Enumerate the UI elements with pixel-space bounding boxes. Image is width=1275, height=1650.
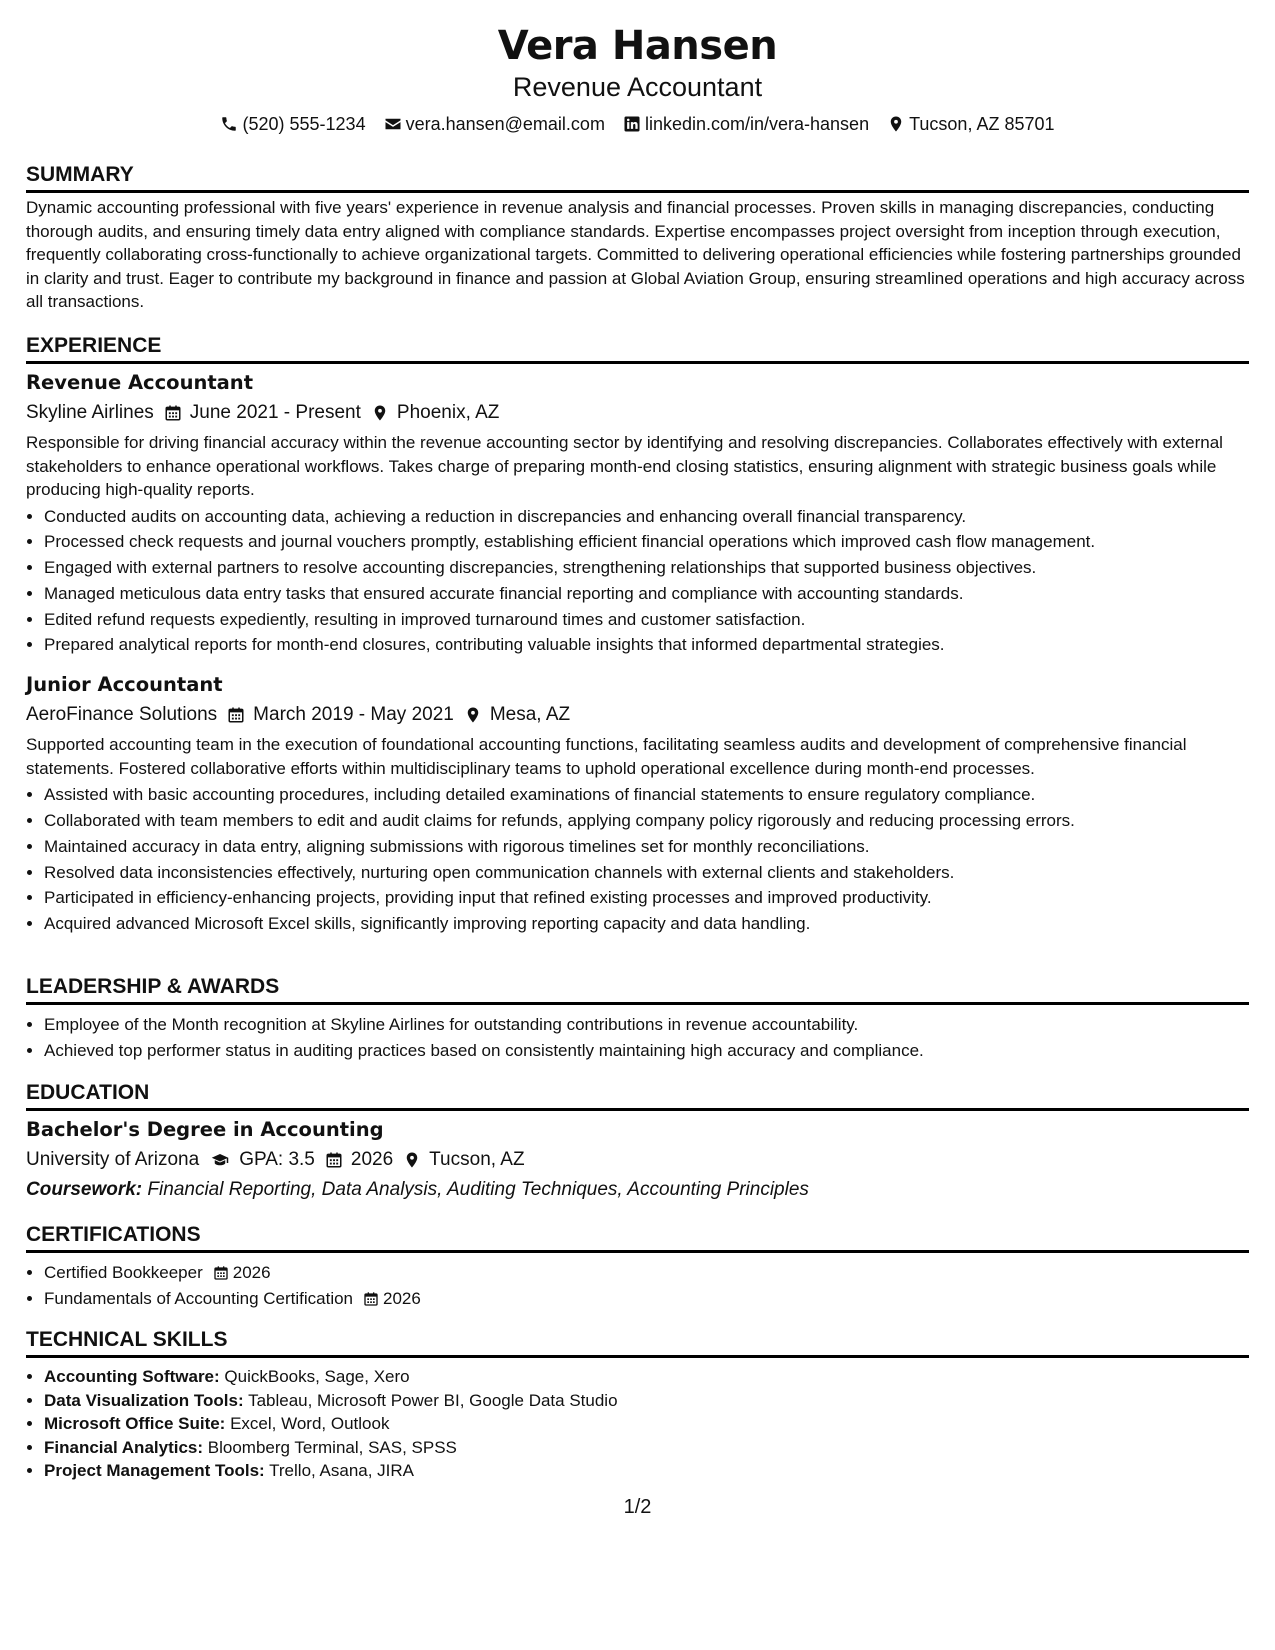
skill-values: Bloomberg Terminal, SAS, SPSS bbox=[207, 1437, 457, 1457]
graduation-cap-icon bbox=[209, 1151, 231, 1169]
skill-values: Tableau, Microsoft Power BI, Google Data Studio bbox=[248, 1390, 618, 1410]
map-pin-icon bbox=[371, 404, 389, 422]
skills-list bbox=[26, 1365, 1249, 1483]
calendar-icon bbox=[325, 1151, 343, 1169]
job-bullets bbox=[26, 504, 1249, 659]
cert-name: • Certified Bookkeeper bbox=[44, 1263, 203, 1282]
skill-category: Data Visualization Tools: bbox=[44, 1390, 244, 1410]
list-item: • Managed meticulous data entry tasks that ensured accurate financial reporting and compliance with accounting standards. bbox=[44, 581, 1249, 607]
skill-values: Trello, Asana, JIRA bbox=[269, 1461, 415, 1480]
skills-heading: TECHNICAL SKILLS bbox=[26, 1326, 1249, 1358]
list-item: • Prepared analytical reports for month-end closures, contributing valuable insights that informed departmental strategies. bbox=[44, 632, 1249, 658]
job-title: Revenue Accountant bbox=[26, 371, 254, 394]
cert-year: 2026 bbox=[383, 1288, 421, 1308]
job-description: Responsible for driving financial accuracy within the revenue accounting sector by identifying and resolving discrepancies. Collaborates effectively with external stakeholders to enhance operational workflows. Takes charge of preparing month-end closing statistics, ensuring alignment with strategic business goals while producing high-quality reports. bbox=[26, 433, 1223, 499]
job-location-text: Mesa, AZ bbox=[489, 704, 571, 726]
skills-section bbox=[26, 1326, 1249, 1483]
job-location bbox=[464, 700, 570, 730]
job-dates-text: March 2019 - May 2021 bbox=[253, 704, 454, 726]
contact-location bbox=[887, 114, 1054, 135]
list-item bbox=[44, 1389, 1249, 1413]
contact-bar bbox=[26, 110, 1249, 138]
job-company: Skyline Airlines bbox=[26, 402, 154, 423]
experience-heading: EXPERIENCE bbox=[26, 332, 1249, 364]
list-item: • Conducted audits on accounting data, achieving a reduction in discrepancies and enhancing overall financial transparency. bbox=[44, 504, 1249, 530]
cert-name: • Fundamentals of Accounting Certification bbox=[44, 1288, 354, 1308]
school-name: University of Arizona bbox=[26, 1149, 200, 1170]
list-item bbox=[44, 1436, 1249, 1460]
education-year-text: 2026 bbox=[350, 1149, 394, 1170]
leadership-heading: LEADERSHIP & AWARDS bbox=[26, 973, 1249, 1005]
certifications-list bbox=[26, 1260, 1249, 1312]
skill-values: QuickBooks, Sage, Xero bbox=[224, 1367, 410, 1386]
cert-date bbox=[213, 1260, 271, 1286]
list-item bbox=[44, 1286, 1249, 1312]
job-meta bbox=[26, 398, 1249, 428]
skill-values: Excel, Word, Outlook bbox=[230, 1414, 390, 1433]
location-text: Tucson, AZ 85701 bbox=[909, 113, 1055, 134]
skill-category: Microsoft Office Suite: bbox=[44, 1414, 226, 1433]
summary-text: Dynamic accounting professional with five years' experience in revenue analysis and financial processes. Proven skills in managing discrepancies, conducting thorough audits, and ensuring timely data entry aligned with compliance standards. Expertise encompasses project oversight from inception through execution, frequently collaborating cross-functionally to achieve organizational targets. Committed to delivering operational efficiencies while fostering partnerships grounded in clarity and trust. Eager to contribute my background in finance and passion at Global Aviation Group, ensuring streamlined operations and high accuracy across all transactions. bbox=[26, 198, 1245, 311]
calendar-icon bbox=[227, 706, 245, 724]
job-meta bbox=[26, 700, 1249, 730]
list-item: • Resolved data inconsistencies effectively, nurturing open communication channels with external clients and stakeholders. bbox=[44, 860, 1249, 886]
job-dates bbox=[227, 700, 454, 730]
phone-icon bbox=[220, 115, 238, 133]
map-pin-icon bbox=[403, 1151, 421, 1169]
calendar-icon bbox=[164, 404, 182, 422]
experience-section bbox=[26, 332, 1249, 937]
coursework-text: Financial Reporting, Data Analysis, Auditing Techniques, Accounting Principles bbox=[147, 1179, 809, 1200]
coursework-label: Coursework: bbox=[26, 1179, 143, 1200]
skill-category: Project Management Tools: bbox=[44, 1461, 265, 1480]
list-item bbox=[44, 1412, 1249, 1436]
list-item: • Acquired advanced Microsoft Excel skills, significantly improving reporting capacity and data handling. bbox=[44, 911, 1249, 937]
contact-email[interactable] bbox=[384, 114, 605, 135]
job-dates bbox=[164, 398, 361, 428]
job-bullets bbox=[26, 782, 1249, 937]
map-pin-icon bbox=[464, 706, 482, 724]
page-number: 1/2 bbox=[623, 1496, 652, 1518]
skill-category: Financial Analytics: bbox=[44, 1437, 204, 1457]
education-year bbox=[325, 1145, 393, 1175]
list-item bbox=[44, 1459, 1249, 1483]
list-item: • Collaborated with team members to edit and audit claims for refunds, applying company policy rigorously and reducing processing errors. bbox=[44, 808, 1249, 834]
contact-phone[interactable] bbox=[220, 114, 365, 135]
gpa-text: GPA: 3.5 bbox=[239, 1149, 315, 1170]
leadership-list bbox=[26, 1012, 1249, 1064]
list-item: • Participated in efficiency-enhancing projects, providing input that refined existing processes and improved productivity. bbox=[44, 885, 1249, 911]
education-location bbox=[403, 1145, 524, 1175]
job-location bbox=[371, 398, 499, 428]
certifications-heading: CERTIFICATIONS bbox=[26, 1221, 1249, 1253]
calendar-icon bbox=[213, 1265, 229, 1281]
certifications-section bbox=[26, 1221, 1249, 1312]
summary-heading: SUMMARY bbox=[26, 161, 1249, 193]
job-description: Supported accounting team in the execution of foundational accounting functions, facilitating seamless audits and development of comprehensive financial statements. Fostered collaborative efforts within multidisciplinary teams to uphold operational excellence during month-end processes. bbox=[26, 735, 1187, 778]
education-heading: EDUCATION bbox=[26, 1079, 1249, 1111]
summary-section bbox=[26, 161, 1249, 314]
leadership-section bbox=[26, 973, 1249, 1064]
list-item: • Achieved top performer status in auditing practices based on consistently maintaining high accuracy and compliance. bbox=[44, 1038, 1249, 1064]
list-item: • Employee of the Month recognition at Skyline Airlines for outstanding contributions in revenue accountability. bbox=[44, 1012, 1249, 1038]
list-item bbox=[44, 1260, 1249, 1286]
job-dates-text: June 2021 - Present bbox=[189, 402, 361, 423]
cert-year: 2026 bbox=[232, 1263, 271, 1282]
list-item: • Edited refund requests expediently, resulting in improved turnaround times and customer satisfaction. bbox=[44, 607, 1249, 633]
cert-date bbox=[363, 1286, 421, 1312]
education-location-text: Tucson, AZ bbox=[429, 1149, 525, 1170]
list-item: • Processed check requests and journal vouchers promptly, establishing efficient financial operations which improved cash flow management. bbox=[44, 529, 1249, 555]
list-item: • Maintained accuracy in data entry, aligning submissions with rigorous timelines set for monthly reconciliations. bbox=[44, 834, 1249, 860]
phone-text: (520) 555-1234 bbox=[242, 113, 366, 134]
list-item: • Engaged with external partners to resolve accounting discrepancies, strengthening relationships that supported business objectives. bbox=[44, 555, 1249, 581]
calendar-icon bbox=[363, 1291, 379, 1307]
job-title: Junior Accountant bbox=[26, 673, 223, 697]
coursework bbox=[26, 1175, 1249, 1205]
degree-title: Bachelor's Degree in Accounting bbox=[26, 1118, 384, 1141]
linkedin-text: linkedin.com/in/vera-hansen bbox=[644, 113, 870, 134]
candidate-title: Revenue Accountant bbox=[512, 72, 763, 102]
skill-category: Accounting Software: bbox=[44, 1367, 220, 1386]
job-company: AeroFinance Solutions bbox=[26, 704, 218, 726]
list-item bbox=[44, 1365, 1249, 1389]
envelope-icon bbox=[384, 115, 402, 133]
job-entry bbox=[26, 368, 1249, 658]
candidate-name: Vera Hansen bbox=[497, 23, 778, 69]
job-entry bbox=[26, 670, 1249, 937]
email-text: vera.hansen@email.com bbox=[405, 113, 605, 134]
education-section bbox=[26, 1079, 1249, 1205]
map-pin-icon bbox=[887, 115, 905, 133]
gpa bbox=[209, 1145, 315, 1175]
contact-linkedin[interactable] bbox=[623, 114, 869, 135]
job-location-text: Phoenix, AZ bbox=[396, 402, 500, 423]
education-meta bbox=[26, 1145, 1249, 1175]
list-item: • Assisted with basic accounting procedures, including detailed examinations of financial statements to ensure regulatory compliance. bbox=[44, 782, 1249, 808]
linkedin-icon bbox=[623, 115, 641, 133]
